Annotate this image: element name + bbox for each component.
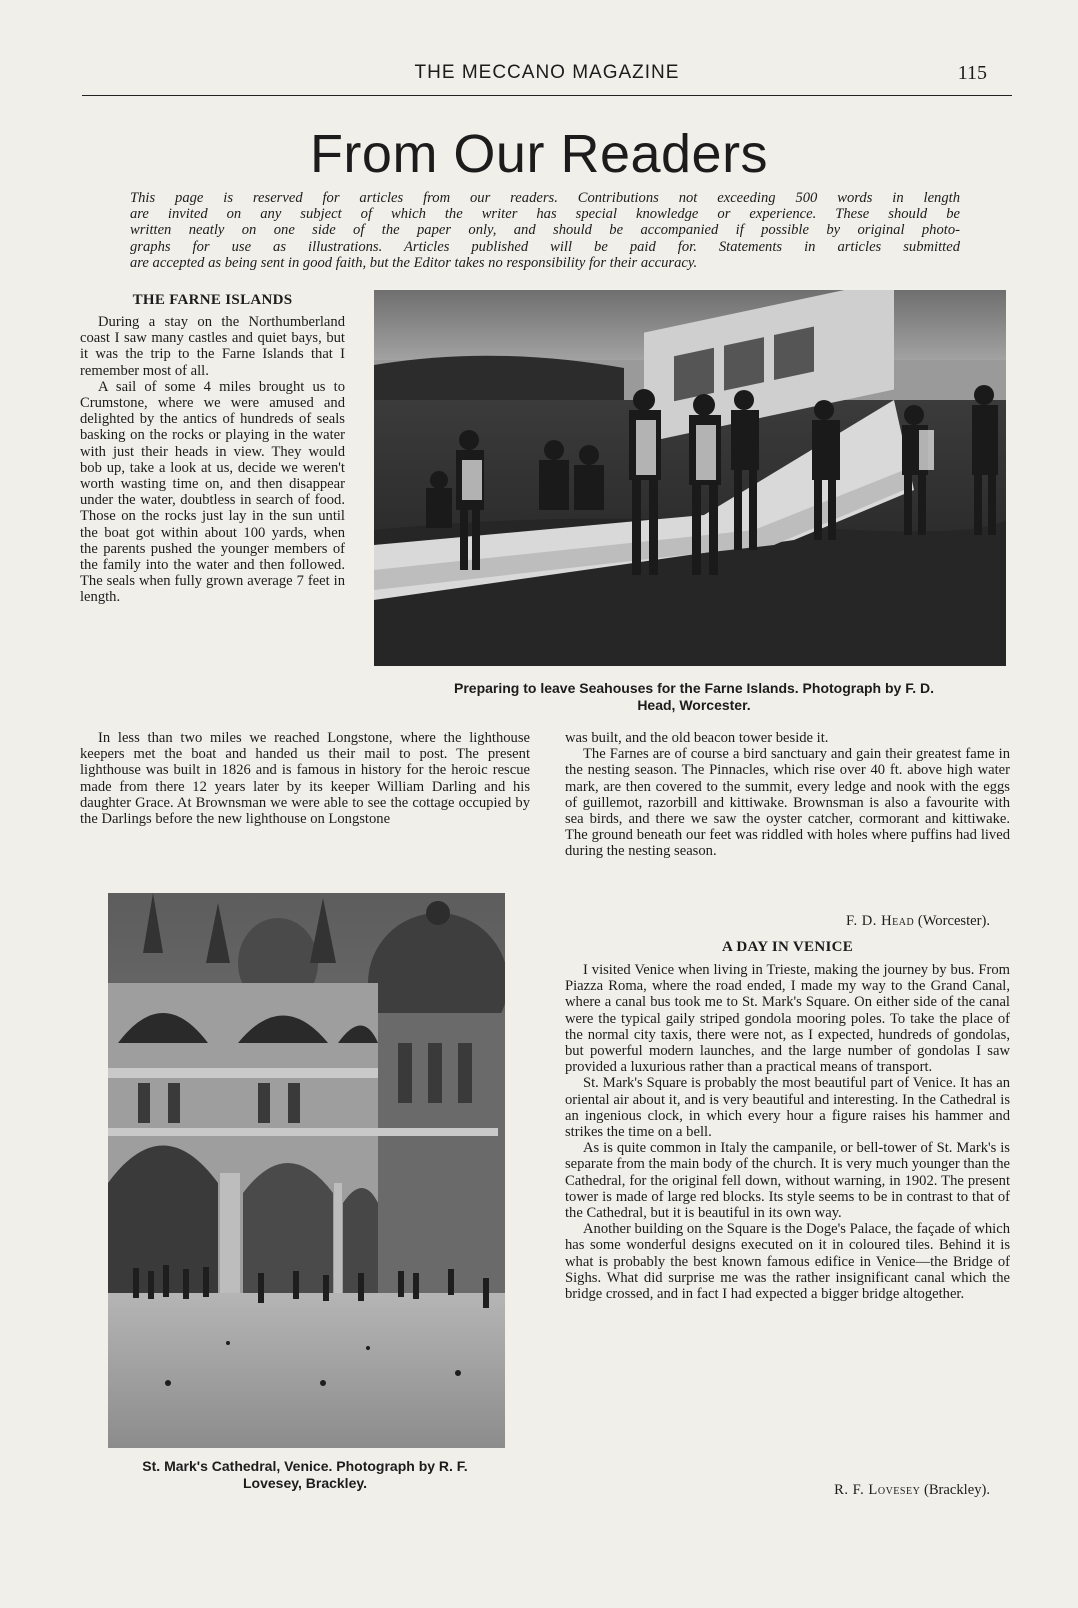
- photo-seahouses-boat: [374, 290, 1006, 666]
- photo-st-marks-caption: [75, 1458, 535, 1492]
- header-rule: [82, 95, 1012, 96]
- caption-line: St. Mark's Cathedral, Venice. Photograph by R. F.: [142, 1458, 468, 1474]
- byline-author: R. F. Lovesey: [834, 1482, 921, 1498]
- running-header: [82, 62, 1012, 90]
- boat-photo-image: [374, 290, 1006, 666]
- article-paragraph: A sail of some 4 miles brought us to Crumstone, where we were amused and delighted by the antics of hundreds of seals basking on the rocks or playing in the water with just their heads in view. They would bob up, take a look at us, decide we weren't worth wasting time on, and then disappear under the water, doubtless in search of food. Those on the rocks just lay in the sun until the boat got within about 100 yards, when the parents pushed the younger members of the family into the water and then followed. The seals when fully grown average 7 feet in length.: [80, 378, 345, 606]
- intro-line: This page is reserved for articles from our readers. Contributions not exceeding 500 words in length: [130, 190, 960, 206]
- intro-line: written neatly on one side of the paper only, and should be accompanied if possible by original photo-: [130, 222, 960, 239]
- intro-line: are invited on any subject of which the writer has special knowledge or experience. These should be: [130, 206, 960, 223]
- article-heading-venice: A DAY IN VENICE: [721, 939, 854, 955]
- byline-author: F. D. Head: [846, 913, 915, 929]
- photo-st-marks-cathedral: [108, 893, 505, 1448]
- byline-venice: [565, 1482, 990, 1499]
- article-paragraph: In less than two miles we reached Longstone, where the lighthouse keepers met the boat and handed us their mail to post. The present lighthouse was built in 1826 and is famous in history for the heroic rescue made from there 12 years later by its keeper William Darling and his daughter Grace. At Brownsman we were able to see the cottage occupied by the Darlings before the new lighthouse on Longstone: [80, 730, 530, 828]
- article-paragraph: During a stay on the Northumberland coast I saw many castles and quiet bays, but it was the trip to the Farne Islands that I remember most of all.: [80, 314, 345, 379]
- caption-line: Head, Worcester.: [637, 697, 751, 713]
- article-farne-column-1: [80, 314, 345, 606]
- article-paragraph: St. Mark's Square is probably the most beautiful part of Venice. It has an oriental air about it, and is very beautiful and interesting. In the Cathedral is an ingenious clock, in which every hour a figure raises his hammer and strikes the time on a bell.: [565, 1075, 1010, 1141]
- article-paragraph: The Farnes are of course a bird sanctuary and gain their greatest fame in the nesting season. The Pinnacles, which rise over 40 ft. above high water mark, are then covered to the summit, every ledge and nook with the eggs of guillemot, razorbill and kittiwake. Brownsman is also a favourite with sea birds, and there we saw the oyster catcher, cormorant and kittiwake. The ground beneath our feet was riddled with holes where puffins had lived during the nesting season.: [565, 746, 1010, 860]
- article-paragraph: was built, and the old beacon tower beside it.: [565, 730, 829, 746]
- magazine-name: THE MECCANO MAGAZINE: [414, 62, 680, 83]
- intro-line: are accepted as being sent in good faith, but the Editor takes no responsibility for their accuracy.: [130, 254, 698, 271]
- page-title: From Our Readers: [309, 124, 769, 184]
- byline-place: (Worcester).: [917, 913, 990, 929]
- article-farne-column-2: [80, 730, 530, 827]
- article-paragraph: Another building on the Square is the Doge's Palace, the façade of which has some wonderful designs executed on it in coloured tiles. Behind it is what is probably the best known famous edifice in Venice—the Bridge of Sighs. What did surprise me was the rather insignificant canal which the bridge crossed, and in fact I had expected a bigger bridge altogether.: [565, 1221, 1010, 1303]
- intro-paragraph: [130, 190, 960, 271]
- page-number: 115: [957, 62, 987, 84]
- article-heading-farne: THE FARNE ISLANDS: [132, 292, 293, 308]
- article-paragraph: As is quite common in Italy the campanile, or bell-tower of St. Mark's is separate from the main body of the church. It is very much younger than the Cathedral, for the original fell down, without warning, in 1902. The present tower is made of large red blocks. Its style seems to be in contrast to that of the Cathedral, but it is beautiful in its own way.: [565, 1140, 1010, 1222]
- intro-line: graphs for use as illustrations. Articles published will be paid for. Statements in articles submitted: [130, 238, 960, 255]
- caption-line: Preparing to leave Seahouses for the Farne Islands. Photograph by F. D.: [454, 680, 934, 696]
- byline-place: (Brackley).: [923, 1482, 990, 1498]
- article-paragraph: I visited Venice when living in Trieste, making the journey by bus. From Piazza Roma, where the road ended, I made my way to the Grand Canal, where a canal bus took me to St. Mark's Square. On either side of the canal were the typical gaily striped gondola mooring poles. To take the place of the normal city taxis, there were not, as I expected, hundreds of gondolas, but powerful modern launches, and the large number of gondolas I saw provided a luxurious rather than a practical means of transport.: [565, 962, 1010, 1076]
- byline-farne: [565, 913, 990, 930]
- caption-line: Lovesey, Brackley.: [242, 1475, 367, 1491]
- cathedral-photo-image: [108, 893, 505, 1448]
- photo-seahouses-caption: [374, 680, 1014, 714]
- article-venice-column: [565, 962, 1010, 1302]
- article-farne-column-3: [565, 730, 1010, 860]
